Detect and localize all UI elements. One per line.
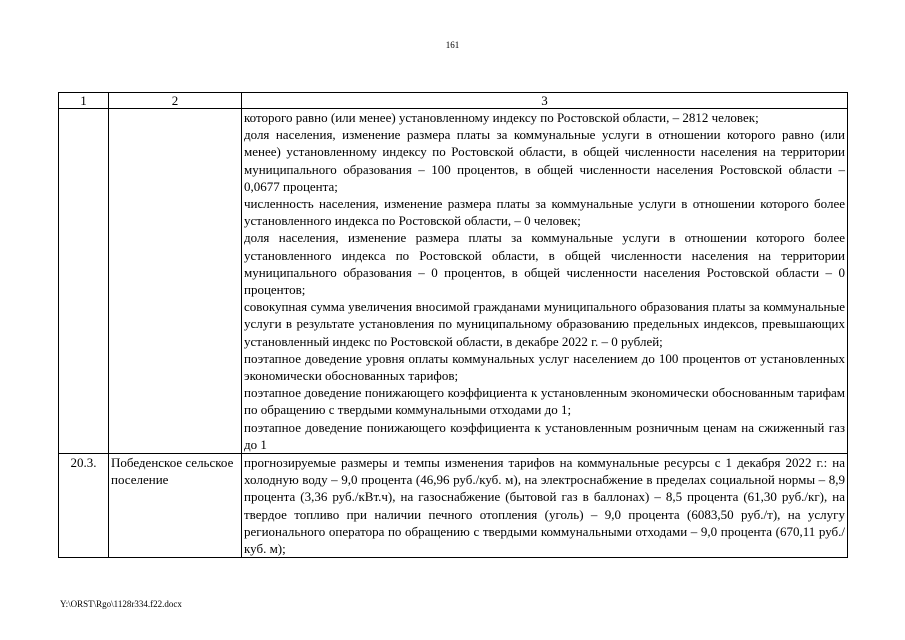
table-header-row [59, 93, 848, 109]
column-header: 2 [109, 93, 242, 109]
paragraph: совокупная сумма увеличения вносимой гражданами муниципального образования платы за коммунальные услуги в результате установления по муниципальному образованию предельных индексов, превышающих установленный индекс по Ростовской области, в декабре 2022 г. – 0 рублей; [244, 299, 845, 349]
row-number-cell: 20.3. [59, 454, 109, 558]
file-path-footer: Y:\ORST\Rgo\1128r334.f22.docx [60, 599, 182, 609]
description-cell [242, 109, 848, 454]
tariff-table [58, 92, 848, 558]
table-row-continued [59, 109, 848, 454]
column-header: 3 [242, 93, 848, 109]
description-cell [242, 454, 848, 558]
paragraph: доля населения, изменение размера платы за коммунальные услуги в отношении которого равно (или менее) установленному индексу по Ростовской области, в общей численности населения на территории муниципального образования – 100 процентов, в общей численности населения Ростовской области – 0,0677 процента; [244, 127, 845, 194]
paragraph: которого равно (или менее) установленному индексу по Ростовской области, – 2812 человек; [244, 110, 759, 125]
table-row [59, 454, 848, 558]
paragraph: прогнозируемые размеры и темпы изменения тарифов на коммунальные ресурсы с 1 декабря 2022 г.: на холодную воду – 9,0 процента (46,96 руб./куб. м), на электроснабжение в пределах социальной нормы – 8,9 процента (3,36 руб./кВт.ч), на газоснабжение (бытовой газ в баллонах) – 8,5 процента (61,30 руб./кг), на твердое топливо при наличии печного отопления (уголь) – 9,0 процента (6083,50 руб./т), на услугу регионального оператора по обращению с твердыми коммунальными отходами – 9,0 процента (670,11 руб./куб. м); [244, 455, 845, 557]
paragraph: поэтапное доведение понижающего коэффициента к установленным розничным ценам на сжиженный газ до 1 [244, 419, 845, 452]
paragraph: численность населения, изменение размера платы за коммунальные услуги в отношении которого более установленного индекса по Ростовской области, – 0 человек; [244, 196, 845, 229]
column-header: 1 [59, 93, 109, 109]
paragraph: поэтапное доведение понижающего коэффициента к установленным экономически обоснованным тарифам по обращению с твердыми коммунальными отходами до 1; [244, 385, 845, 418]
municipality-cell [109, 109, 242, 454]
municipality-cell: Победенское сельское поселение [109, 454, 242, 558]
row-number-cell [59, 109, 109, 454]
page-number: 161 [445, 40, 460, 50]
paragraph: поэтапное доведение уровня оплаты коммунальных услуг населением до 100 процентов от установленных экономически обоснованных тарифов; [244, 350, 845, 384]
paragraph: доля населения, изменение размера платы за коммунальные услуги в отношении которого более установленного индекса по Ростовской области, в общей численности населения на территории муниципального образования – 0 процентов, в общей численности населения Ростовской области – 0 процентов; [244, 230, 845, 298]
